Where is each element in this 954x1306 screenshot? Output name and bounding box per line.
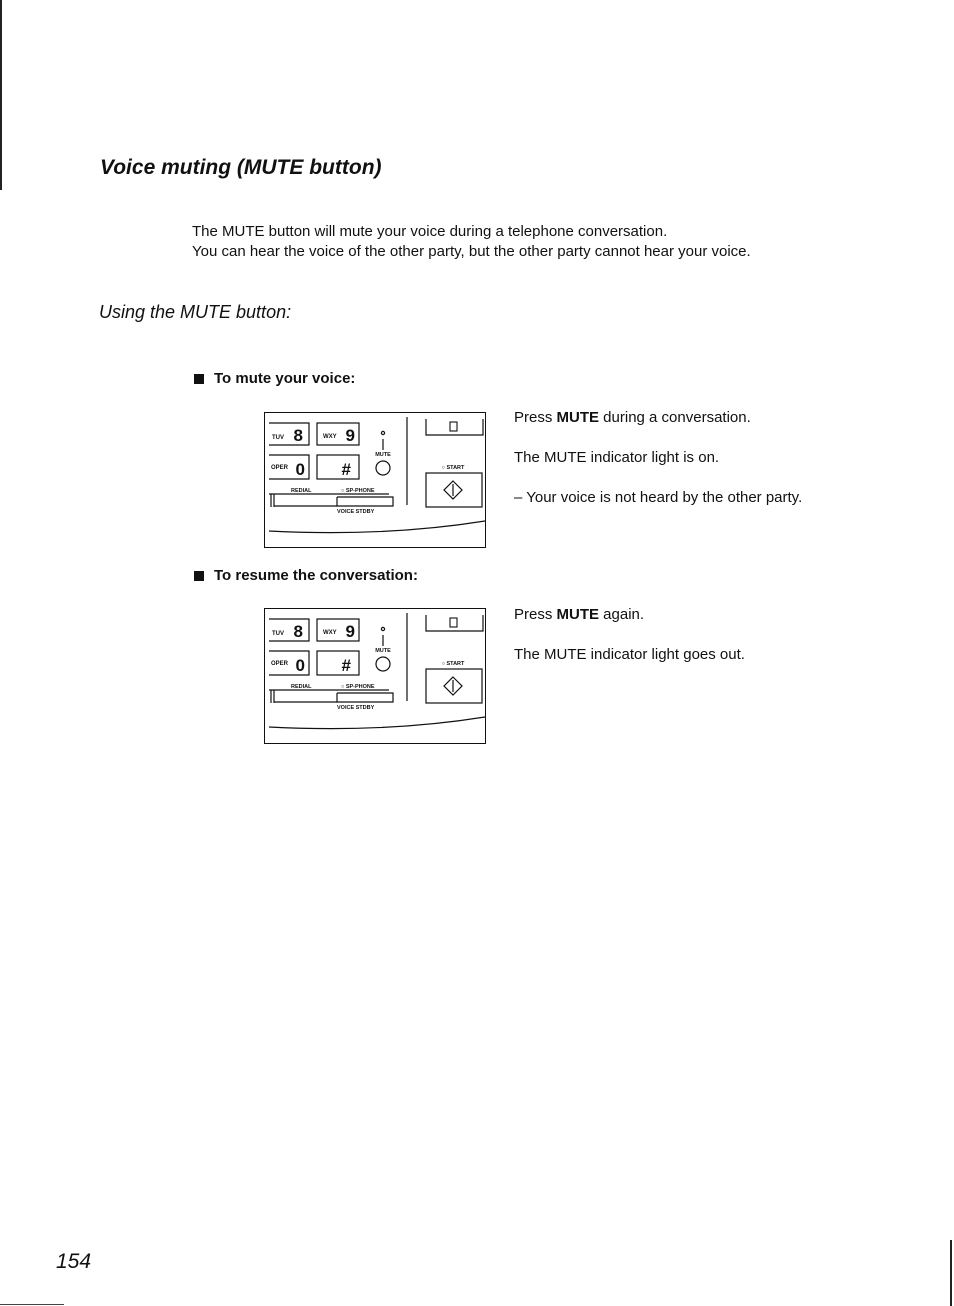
mute-button-icon [376, 461, 390, 475]
step-2-instruction-2: The MUTE indicator light goes out. [514, 646, 745, 663]
step-2-instruction-1: Press MUTE again. [514, 606, 645, 623]
key-9-letters: WXY [323, 434, 337, 440]
page-number: 154 [56, 1250, 92, 1273]
intro-paragraph [192, 222, 751, 262]
step-1-heading [194, 370, 355, 387]
mute-label: MUTE [375, 648, 391, 654]
step-1-instruction-3: – Your voice is not heard by the other party. [514, 489, 803, 506]
step-1-instruction-1: Press MUTE during a conversation. [514, 409, 751, 426]
key-0-letters: OPER [271, 661, 289, 667]
start-button-outline [426, 669, 482, 703]
key-0-digit: 0 [295, 460, 305, 479]
panel-curve-line [269, 717, 485, 729]
voice-standby-label: VOICE STDBY [337, 509, 375, 515]
step-2-heading [194, 567, 418, 584]
key-8-letters: TUV [272, 631, 284, 637]
key-hash-symbol: # [341, 656, 351, 675]
control-panel-illustration-1 [264, 412, 486, 548]
key-hash-outline [317, 651, 359, 675]
display-indicator-icon [450, 618, 457, 627]
redial-label: REDIAL [291, 488, 312, 494]
key-9-letters: WXY [323, 630, 337, 636]
redial-button-outline [271, 494, 337, 507]
mute-button-icon [376, 657, 390, 671]
key-0-letters: OPER [271, 465, 289, 471]
key-8-outline [269, 619, 309, 641]
key-hash-symbol: # [341, 460, 351, 479]
step-1-instruction-2: The MUTE indicator light is on. [514, 449, 720, 466]
key-hash-outline [317, 455, 359, 479]
step-2-heading-text: To resume the conversation: [214, 567, 418, 584]
control-panel-drawing [265, 413, 485, 547]
key-9-digit: 9 [345, 622, 355, 641]
control-panel-illustration-2 [264, 608, 486, 744]
mute-indicator-icon [381, 627, 384, 630]
page-edge-bottom [0, 1304, 64, 1305]
key-0-digit: 0 [295, 656, 305, 675]
redial-button-outline [271, 690, 337, 703]
square-bullet-icon [194, 571, 204, 581]
sp-phone-button-outline [337, 497, 393, 506]
display-window-outline [426, 615, 483, 631]
sp-phone-label: ○ SP-PHONE [341, 684, 375, 690]
square-bullet-icon [194, 374, 204, 384]
start-label: ○ START [441, 465, 465, 471]
key-9-digit: 9 [345, 426, 355, 445]
intro-line-1: The MUTE button will mute your voice during a telephone conversation. [192, 223, 668, 240]
key-8-digit: 8 [293, 426, 303, 445]
sp-phone-label: ○ SP-PHONE [341, 488, 375, 494]
panel-curve-line [269, 521, 485, 533]
subsection-title: Using the MUTE button: [99, 302, 292, 322]
step-1-heading-text: To mute your voice: [214, 370, 356, 387]
control-panel-drawing [265, 609, 485, 743]
key-8-letters: TUV [272, 435, 284, 441]
display-window-outline [426, 419, 483, 435]
redial-label: REDIAL [291, 684, 312, 690]
section-title: Voice muting (MUTE button) [100, 156, 382, 179]
mute-indicator-icon [381, 431, 384, 434]
key-8-digit: 8 [293, 622, 303, 641]
page-edge-right [950, 1240, 952, 1306]
page-edge-left [0, 0, 2, 190]
start-label: ○ START [441, 661, 465, 667]
intro-line-2: You can hear the voice of the other party, but the other party cannot hear your voice. [192, 243, 751, 260]
start-button-outline [426, 473, 482, 507]
voice-standby-label: VOICE STDBY [337, 705, 375, 711]
display-indicator-icon [450, 422, 457, 431]
key-8-outline [269, 423, 309, 445]
mute-label: MUTE [375, 452, 391, 458]
sp-phone-button-outline [337, 693, 393, 702]
